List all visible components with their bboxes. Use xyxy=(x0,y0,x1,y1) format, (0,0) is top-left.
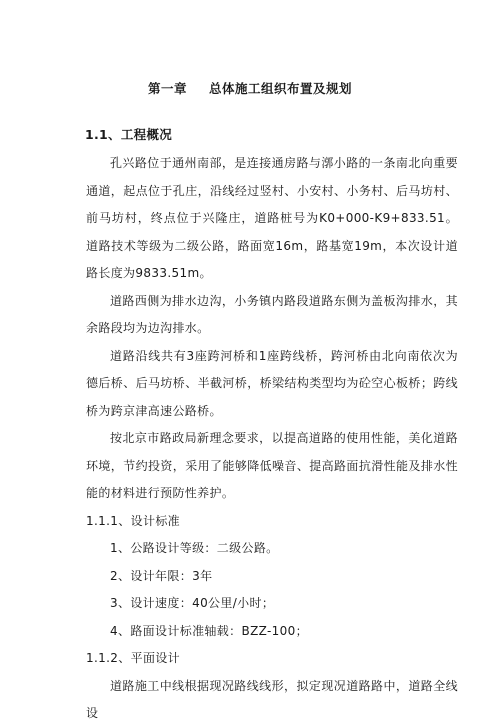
list-item: 1、公路设计等级：二级公路。 xyxy=(110,541,279,555)
document-body xyxy=(86,150,458,728)
paragraph-maintenance: 按北京市路政局新理念要求，以提高道路的使用性能，美化道路环境，节约投资，采用了能够降低噪音、提高路面抗滑性能及排水性能的材料进行预防性养护。 xyxy=(86,431,458,500)
list-item: 4、路面设计标准轴载：BZZ-100； xyxy=(110,623,308,638)
section-heading: 1.1、工程概况 xyxy=(85,127,173,142)
chapter-title xyxy=(0,79,500,97)
paragraph-drainage: 道路西侧为排水边沟，小务镇内路段道路东侧为盖板沟排水，其余路段均为边沟排水。 xyxy=(86,293,458,335)
chapter-heading: 总体施工组织布置及规划 xyxy=(209,81,353,96)
subsection-plan-design-heading: 1.1.2、平面设计 xyxy=(86,651,181,665)
chapter-number: 第一章 xyxy=(147,81,187,96)
list-item: 2、设计年限：3年 xyxy=(110,568,213,583)
subsection-design-standard-heading: 1.1.1、设计标准 xyxy=(86,513,181,528)
paragraph-bridges: 道路沿线共有3座跨河桥和1座跨线桥，跨河桥由北向南依次为德后桥、后马坊桥、半截河桥，桥梁结构类型均为砼空心板桥；跨线桥为跨京津高速公路桥。 xyxy=(86,348,458,418)
list-item: 3、设计速度：40公里/小时； xyxy=(110,596,275,610)
paragraph-plan-design: 道路施工中线根据现况路线线形，拟定现况道路路中，道路全线设 xyxy=(86,678,458,720)
paragraph-overview: 孔兴路位于通州南部，是连接通房路与漷小路的一条南北向重要通道，起点位于孔庄，沿线经过竖村、小安村、小务村、后马坊村、前马坊村，终点位于兴隆庄，道路桩号为K0+000-K9+833.51。道路技术等级为二级公路，路面宽16m，路基宽19m，本次设计道路长度为9833.51m。 xyxy=(86,156,458,280)
